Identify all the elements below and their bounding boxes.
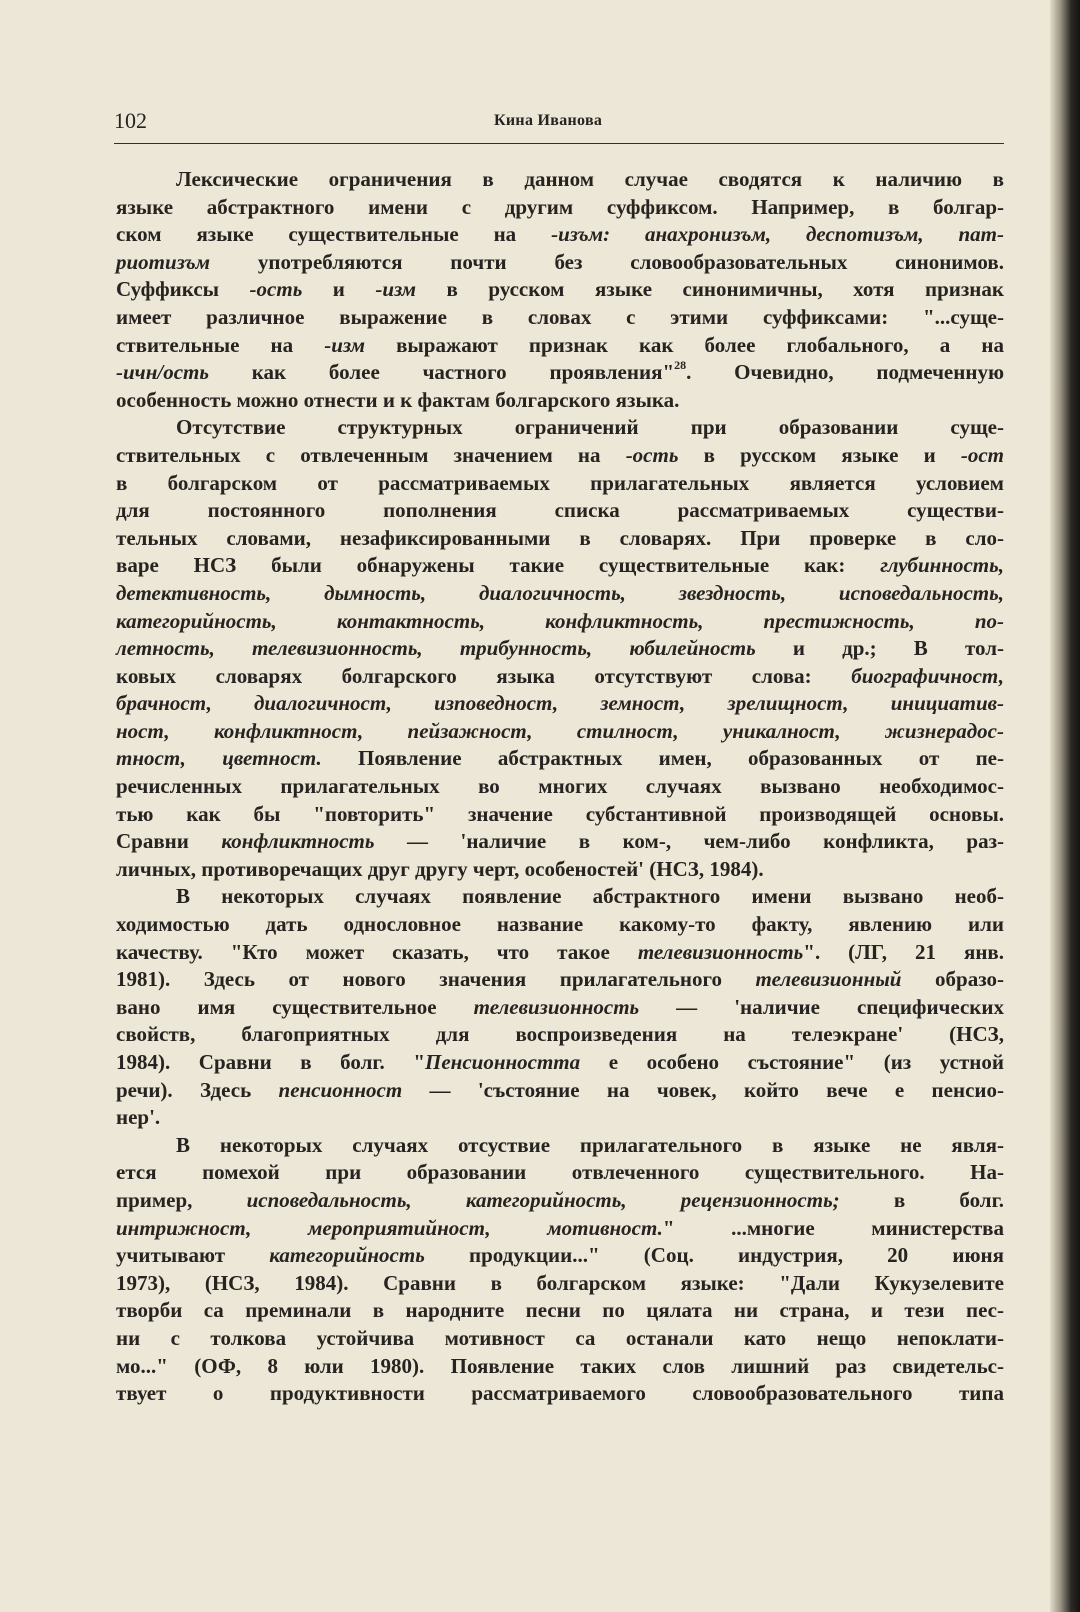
text-line [116, 166, 1004, 194]
text-run: нер'. [116, 1105, 161, 1130]
text-run: ". (ЛГ, 21 янв. [803, 939, 1005, 964]
italic-run: ност, конфликтност, пейзажност, стилност, уникалност, жизнерадос- [116, 718, 1004, 743]
text-line [116, 635, 1004, 663]
page-number: 102 [114, 108, 147, 133]
text-line [116, 1132, 1004, 1160]
text-run: как более частного проявления" [208, 360, 675, 385]
text-run: Появление абстрактных имен, образованных от пе- [321, 746, 1004, 771]
text-run: и др.; В тол- [755, 636, 1004, 661]
text-run: Отсутствие структурных ограничений при образовании суще- [176, 415, 1004, 440]
text-line [116, 773, 1004, 801]
text-line [116, 387, 1004, 415]
italic-run: -изм [375, 277, 417, 302]
text-run: Лексические ограничения в данном случае сводятся к наличию в [176, 167, 1004, 191]
text-line [116, 663, 1004, 691]
text-line [116, 828, 1004, 856]
text-line [116, 1104, 1004, 1132]
text-line [116, 1049, 1004, 1077]
text-line [116, 1077, 1004, 1105]
text-run: е особено състояние" (из устной [580, 1050, 1004, 1074]
text-line [116, 1215, 1004, 1243]
italic-run: брачност, диалогичност, изповедност, земност, зрелищност, инициатив- [116, 691, 1004, 716]
text-line [116, 883, 1004, 911]
text-run: ском языке существительные на [116, 222, 552, 247]
italic-run: -изъм: анахронизъм, деспотизъм, пат- [551, 222, 1004, 247]
text-run: твует о продуктивности рассматриваемого словообразовательного типа [116, 1381, 1004, 1406]
italic-run: интрижност, мероприятийност, мотивност. [116, 1215, 663, 1240]
text-run: — 'наличие в ком-, чем-либо конфликта, раз- [374, 829, 1004, 854]
text-run: — 'наличие специфических [639, 994, 1005, 1019]
italic-run: -ость [625, 442, 679, 467]
text-run: творби са преминали в народните песни по цялата ни страна, и тези пес- [116, 1298, 1004, 1323]
text-line [116, 1380, 1004, 1408]
text-run: В некоторых случаях отсуствие прилагательного в языке не явля- [176, 1132, 1004, 1157]
text-run: В некоторых случаях появление абстрактного имени вызвано необ- [176, 884, 1004, 909]
text-line [116, 966, 1004, 994]
paragraph [116, 883, 1004, 1131]
italic-run: категорийность [269, 1243, 425, 1268]
text-line [116, 249, 1004, 277]
text-run: качеству. "Кто может сказать, что такое [116, 939, 638, 964]
italic-run: -изм [324, 332, 365, 357]
text-line [116, 1242, 1004, 1270]
text-line [116, 939, 1004, 967]
text-line [116, 525, 1004, 553]
text-line [116, 552, 1004, 580]
text-line [116, 1187, 1004, 1215]
text-run: языке абстрактного имени с другим суффиксом. Например, в болгар- [116, 194, 1004, 219]
text-run: речи). Здесь [116, 1077, 279, 1102]
paragraph [116, 1132, 1004, 1408]
text-run: варе НСЗ были обнаружены такие существительные как: [116, 553, 881, 578]
text-line [116, 718, 1004, 746]
text-line [116, 414, 1004, 442]
text-line [116, 1353, 1004, 1381]
text-run: 1973), (НСЗ, 1984). Сравни в болгарском языке: "Дали Кукузелевите [116, 1270, 1004, 1295]
text-line [116, 442, 1004, 470]
header-rule [114, 143, 1004, 144]
text-run: ходимостью дать однословное название какому-то факту, явлению или [116, 912, 1004, 937]
text-run: — 'състояние на човек, който вече е пенсио- [402, 1077, 1004, 1102]
text-run: пример, [116, 1187, 247, 1212]
text-run: выражают признак как более глобального, а на [364, 332, 1004, 357]
text-run: учитывают [116, 1243, 270, 1268]
body-text [116, 166, 1004, 1408]
book-spine-shadow [1050, 0, 1080, 1612]
text-run: для постоянного пополнения списка рассматриваемых существи- [116, 498, 1004, 523]
footnote-ref: 28 [674, 358, 687, 373]
text-run: Суффиксы [116, 277, 250, 302]
text-line [116, 359, 1004, 387]
text-run: ствительные на [116, 332, 325, 357]
italic-run: тност, цветност. [116, 746, 322, 771]
text-run: особенность можно отнести и к фактам болгарского языка. [116, 387, 680, 412]
text-run: 1984). Сравни в болг. " [116, 1050, 426, 1074]
text-run: вано имя существительное [116, 994, 474, 1019]
italic-run: биографичност, [851, 663, 1004, 688]
italic-run: конфликтность [221, 829, 375, 854]
text-line [116, 911, 1004, 939]
text-line [116, 1159, 1004, 1187]
text-run: ни с толкова устойчива мотивност са останали като нещо непоклати- [116, 1325, 1004, 1350]
text-line [116, 1270, 1004, 1298]
text-run: . Очевидно, подмеченную [686, 360, 1004, 385]
text-line [116, 801, 1004, 829]
paragraph [116, 166, 1004, 414]
page-header [114, 104, 1004, 140]
text-line [116, 994, 1004, 1022]
text-run: " ...многие министерства [662, 1215, 1004, 1240]
text-run: образо- [901, 967, 1004, 992]
text-run: тельных словами, незафиксированными в словарях. При проверке в сло- [116, 525, 1004, 550]
text-run: имеет различное выражение в словах с этими суффиксами: "...суще- [116, 304, 1004, 329]
italic-run: телевизионность [473, 994, 640, 1019]
text-line [116, 745, 1004, 773]
text-line [116, 276, 1004, 304]
text-line [116, 470, 1004, 498]
italic-run: телевизионность [637, 939, 804, 964]
text-run: ковых словарях болгарского языка отсутствуют слова: [116, 663, 852, 688]
text-run: тью как бы "повторить" значение субстантивной производящей основы. [116, 801, 1004, 826]
italic-run: категорийность, контактность, конфликтность, престижность, по- [116, 608, 1004, 633]
text-run: Сравни [116, 829, 222, 854]
text-run: продукции..." (Соц. индустрия, 20 июня [424, 1243, 1004, 1268]
text-run: в русском языке и [678, 442, 961, 467]
text-line [116, 194, 1004, 222]
text-line [116, 856, 1004, 884]
text-run: в болгарском от рассматриваемых прилагательных является условием [116, 470, 1004, 495]
text-run: и [302, 277, 376, 302]
text-line [116, 608, 1004, 636]
text-line [116, 221, 1004, 249]
italic-run: летность, телевизионность, трибунность, юбилейность [116, 636, 756, 661]
italic-run: телевизионный [755, 967, 902, 992]
text-run: ствительных с отвлеченным значением на [116, 442, 626, 467]
text-line [116, 332, 1004, 360]
italic-run: пенсионност [278, 1077, 403, 1102]
italic-run: -ост [960, 442, 1004, 467]
text-run: 1981). Здесь от нового значения прилагательного [116, 967, 756, 992]
italic-run: риотизъм [116, 249, 211, 274]
running-head-author: Кина Иванова [494, 112, 603, 129]
text-run: в болг. [839, 1187, 1004, 1212]
italic-run: -ичн/ость [116, 360, 209, 385]
paragraph [116, 414, 1004, 883]
italic-run: -ость [249, 277, 303, 302]
italic-run: Пенсионността [425, 1050, 581, 1074]
text-line [116, 690, 1004, 718]
text-line [116, 1325, 1004, 1353]
text-run: в русском языке синонимичны, хотя признак [416, 277, 1004, 302]
text-run: речисленных прилагательных во многих случаях вызвано необходимос- [116, 774, 1004, 799]
text-run: личных, противоречащих друг другу черт, особеностей' (НСЗ, 1984). [116, 856, 764, 881]
text-line [116, 304, 1004, 332]
text-line [116, 1297, 1004, 1325]
text-line [116, 1021, 1004, 1049]
text-line [116, 580, 1004, 608]
italic-run: глубинность, [880, 553, 1004, 578]
text-line [116, 497, 1004, 525]
text-run: употребляются почти без словообразовательных синонимов. [210, 249, 1004, 274]
italic-run: исповедальность, категорийность, рецензионность; [246, 1187, 840, 1212]
text-run: ется помехой при образовании отвлеченного существительного. На- [116, 1160, 1004, 1185]
text-run: свойств, благоприятных для воспроизведения на телеэкране' (НСЗ, [116, 1022, 1004, 1047]
italic-run: детективность, дымность, диалогичность, звездность, исповедальность, [116, 580, 1004, 605]
text-run: мо..." (ОФ, 8 юли 1980). Появление таких слов лишний раз свидетельс- [116, 1353, 1004, 1378]
